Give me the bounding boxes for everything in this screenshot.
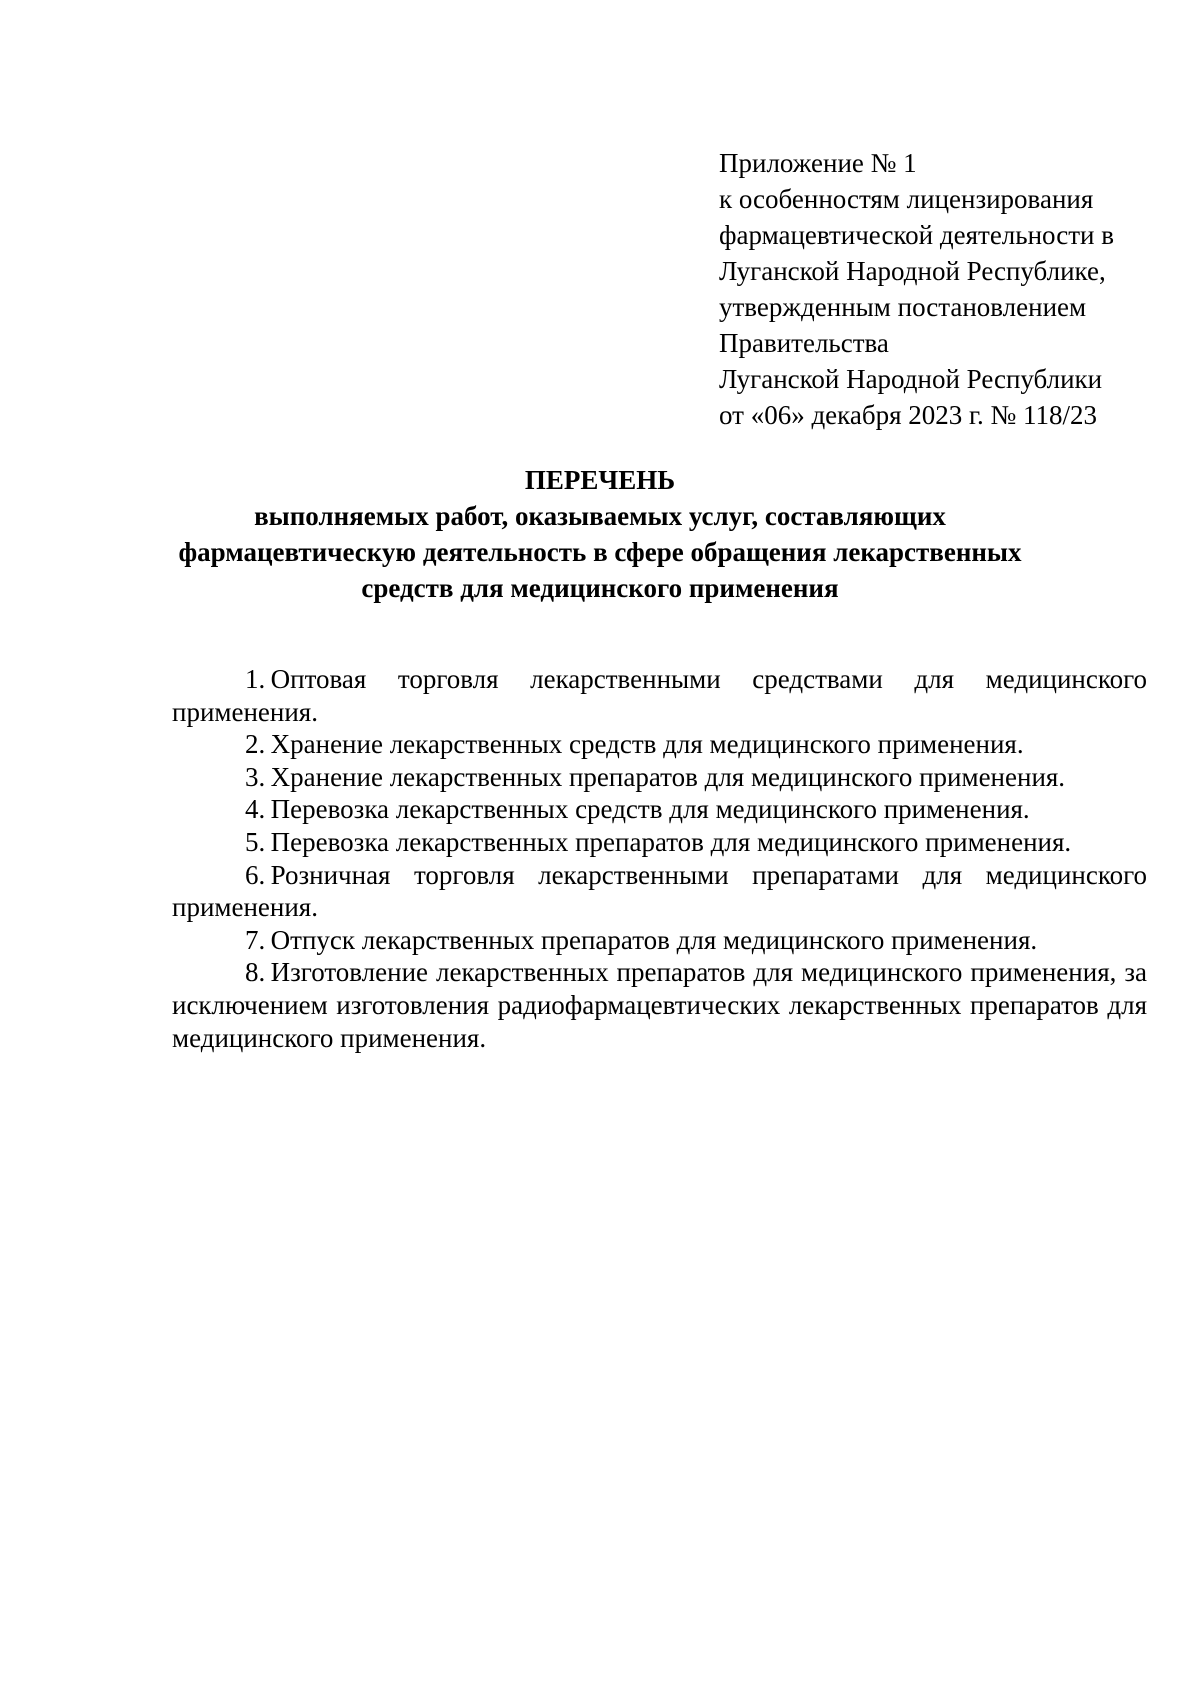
list-item: [172, 826, 1147, 859]
list-item: [172, 761, 1147, 794]
document-heading: [130, 462, 1070, 606]
list-item: [172, 663, 1147, 728]
item-text: Перевозка лекарственных средств для медицинского применения.: [270, 794, 1030, 825]
list-item: [172, 924, 1147, 957]
list-item: [172, 956, 1147, 1054]
item-text: Хранение лекарственных средств для медицинского применения.: [270, 729, 1024, 760]
appendix-line: Приложение № 1: [719, 148, 917, 178]
item-text: Изготовление лекарственных препаратов для медицинского применения, за исключением изготовления радиофармацевтических лекарственных препаратов для медицинского применения.: [172, 957, 1147, 1053]
appendix-line: Луганской Народной Республики: [719, 364, 1103, 394]
heading-subtitle-line: средств для медицинского применения: [361, 573, 839, 603]
appendix-line: утвержденным постановлением: [719, 292, 1087, 322]
appendix-line: фармацевтической деятельности в: [719, 220, 1114, 250]
item-text: Перевозка лекарственных препаратов для медицинского применения.: [270, 826, 1072, 857]
item-number: 1.: [245, 664, 266, 694]
list-item: [172, 728, 1147, 761]
appendix-line: Правительства: [719, 328, 889, 358]
list-item: [172, 859, 1147, 924]
appendix-block: [719, 145, 1159, 433]
item-text: Отпуск лекарственных препаратов для медицинского применения.: [270, 924, 1038, 955]
appendix-line: к особенностям лицензирования: [719, 184, 1094, 214]
appendix-line: Луганской Народной Республике,: [719, 256, 1106, 286]
item-text: Оптовая торговля лекарственными средствами для медицинского применения.: [172, 664, 1147, 727]
items-list: [172, 663, 1147, 1054]
item-number: 7.: [245, 924, 266, 955]
item-number: 5.: [245, 826, 266, 857]
heading-subtitle-line: выполняемых работ, оказываемых услуг, составляющих: [254, 501, 946, 531]
appendix-line: от «06» декабря 2023 г. № 118/23: [719, 400, 1098, 430]
item-number: 8.: [245, 957, 266, 988]
item-text: Розничная торговля лекарственными препаратами для медицинского применения.: [172, 859, 1147, 923]
item-number: 4.: [245, 794, 266, 825]
heading-subtitle-line: фармацевтическую деятельность в сфере обращения лекарственных: [178, 537, 1022, 567]
heading-title: ПЕРЕЧЕНЬ: [524, 465, 676, 495]
item-text: Хранение лекарственных препаратов для медицинского применения.: [270, 761, 1066, 792]
item-number: 2.: [245, 729, 266, 760]
list-item: [172, 793, 1147, 826]
item-number: 6.: [245, 859, 266, 890]
item-number: 3.: [245, 761, 266, 792]
